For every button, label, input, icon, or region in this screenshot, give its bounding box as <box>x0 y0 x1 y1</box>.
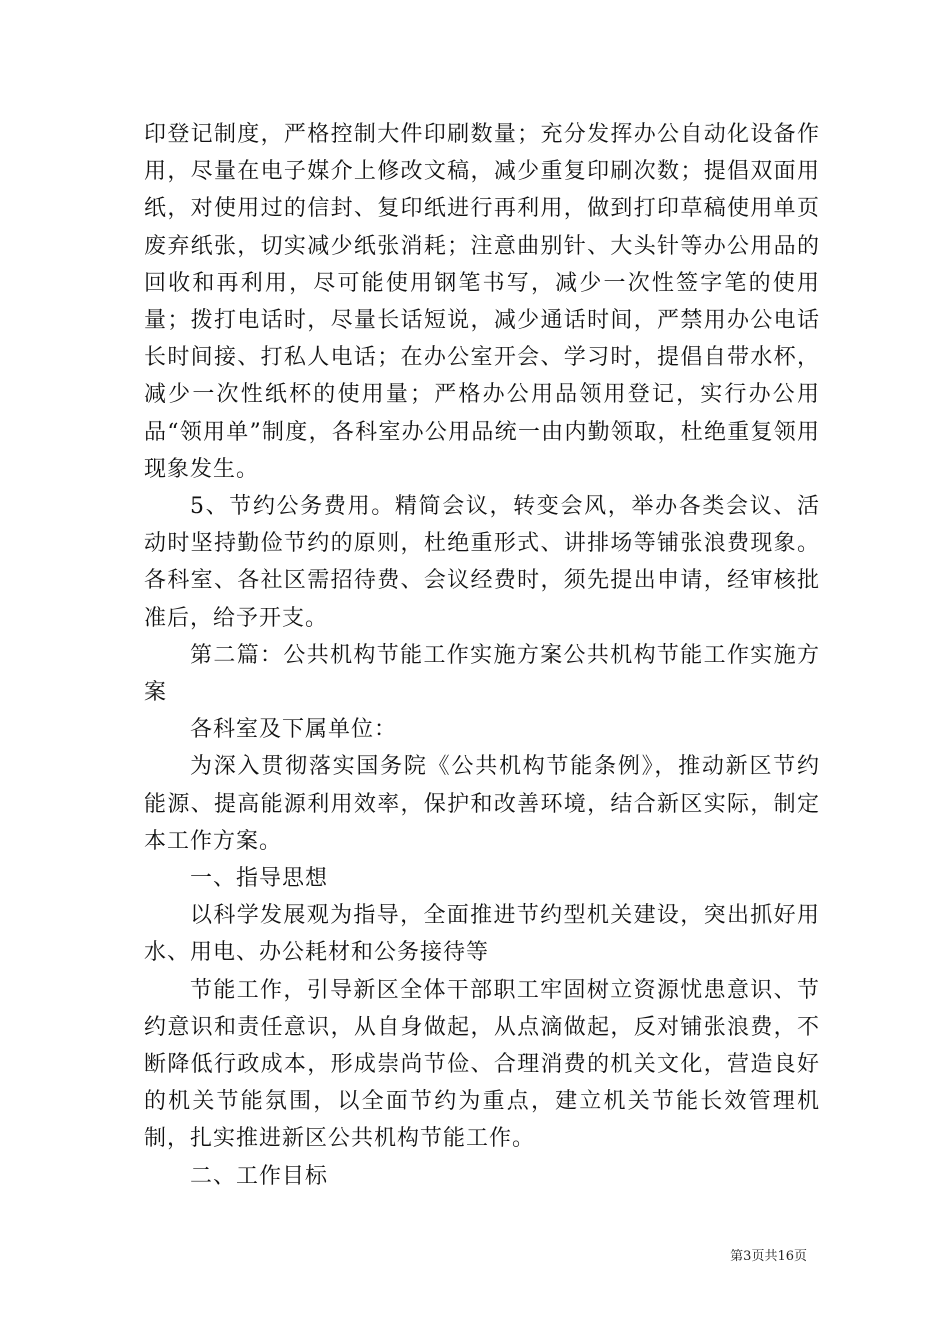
document-body <box>144 116 820 1195</box>
paragraph-energy-work: 节能工作，引导新区全体干部职工牢固树立资源忧患意识、节约意识和责任意识，从自身做起，从点滴做起，反对铺张浪费，不断降低行政成本，形成崇尚节俭、合理消费的机关文化，营造良好的机关节能氛围，以全面节约为重点，建立机关节能长效管理机制，扎实推进新区公共机构节能工作。 <box>144 977 820 1152</box>
page-number: 第3页共16页 <box>730 1249 807 1264</box>
paragraph-continuation: 印登记制度，严格控制大件印刷数量；充分发挥办公自动化设备作用，尽量在电子媒介上修改文稿，减少重复印刷次数；提倡双面用纸，对使用过的信封、复印纸进行再利用，做到打印草稿使用单页废弃纸张，切实减少纸张消耗；注意曲别针、大头针等办公用品的回收和再利用，尽可能使用钢笔书写，减少一次性签字笔的使用量；拨打电话时，尽量长话短说，减少通话时间，严禁用办公电话长时间接、打私人电话；在办公室开会、学习时，提倡自带水杯，减少一次性纸杯的使用量；严格办公用品领用登记，实行办公用品“领用单”制度，各科室办公用品统一由内勤领取，杜绝重复领用现象发生。 <box>144 122 820 482</box>
paragraph-guiding-ideology: 以科学发展观为指导，全面推进节约型机关建设，突出抓好用水、用电、办公耗材和公务接待等 <box>144 903 820 966</box>
salutation: 各科室及下属单位： <box>190 717 398 743</box>
heading-work-goals: 二、工作目标 <box>190 1163 329 1189</box>
paragraph-intro: 为深入贯彻落实国务院《公共机构节能条例》，推动新区节约能源、提高能源利用效率，保护和改善环境，结合新区实际，制定本工作方案。 <box>144 754 820 854</box>
heading-guiding-ideology: 一、指导思想 <box>190 866 329 892</box>
paragraph-item-5: 5、节约公务费用。精简会议，转变会风，举办各类会议、活动时坚持勤俭节约的原则，杜绝重形式、讲排场等铺张浪费现象。各科室、各社区需招待费、会议经费时，须先提出申请，经审核批准后，给予开支。 <box>144 494 820 631</box>
section-title-part-two: 第二篇：公共机构节能工作实施方案公共机构节能工作实施方案 <box>144 642 820 706</box>
